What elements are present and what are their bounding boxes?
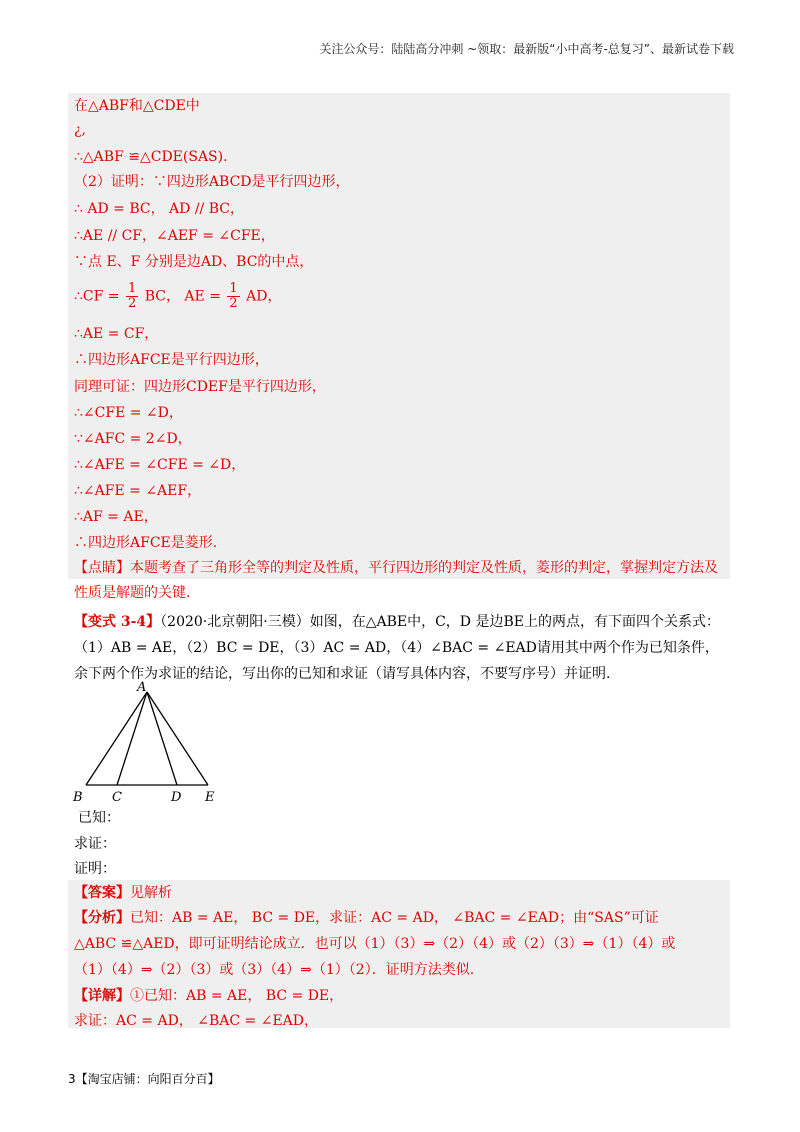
sol-line-8-a: ∴CF =	[74, 288, 120, 305]
problem-line-3: 余下两个作为求证的结论，写出你的已知和求证（请写具体内容，不要写序号）并证明.	[74, 666, 611, 682]
sol-line-9: ∴AE = CF，	[74, 326, 159, 342]
analysis-text-1: 已知：AB = AE， BC = DE，求证：AC = AD， ∠BAC = ∠EAD；由“SAS”可证	[130, 910, 659, 926]
sol-line-15: ∴∠AFE = ∠AEF，	[74, 483, 202, 499]
sol-line-2: ¿,	[74, 122, 86, 138]
problem-tag: 【变式 3-4】	[74, 614, 161, 630]
label-a: A	[137, 680, 147, 695]
comment-line-1	[74, 558, 718, 578]
sol-line-11: 同理可证：四边形CDEF是平行四边形，	[74, 379, 326, 395]
analysis-line-2: △ABC ≌△AED，即可证明结论成立．也可以（1）（3）⇒（2）（4）或（2）（3）⇒（1）（4）或	[74, 936, 676, 952]
sol-line-7: ∵点 E、F 分别是边AD、BC的中点，	[74, 254, 314, 270]
problem-line-2: （1）AB = AE，（2）BC = DE，（3）AC = AD，（4）∠BAC = ∠EAD请用其中两个作为已知条件，	[74, 640, 719, 656]
detail-text-1: ①已知：AB = AE， BC = DE，	[130, 988, 344, 1004]
detail-line-1	[74, 986, 343, 1006]
answer-text: 见解析	[130, 885, 172, 901]
known-label: 已知：	[78, 810, 120, 826]
comment-tag: 【点睛】	[74, 560, 130, 576]
analysis-line-3: （1）（4）⇒（2）（3）或（3）（4）⇒（1）（2）．证明方法类似.	[74, 962, 475, 978]
sol-line-6: ∴AE // CF，∠AEF = ∠CFE，	[74, 228, 275, 244]
segment-ac	[117, 692, 147, 785]
proof-label: 证明：	[74, 861, 116, 877]
fraction-half-1: $\frac{1}{2}$	[127, 281, 137, 311]
analysis-line-1	[74, 908, 659, 928]
sol-line-16: ∴AF = AE，	[74, 509, 158, 525]
segment-ae	[147, 692, 208, 785]
label-b: B	[73, 790, 83, 804]
answer-line	[74, 883, 172, 903]
triangle-figure	[70, 680, 230, 804]
sol-line-8-c: AD，	[246, 288, 282, 305]
sol-line-8-b: BC， AE =	[144, 288, 221, 305]
detail-line-2: 求证：AC = AD， ∠BAC = ∠EAD，	[74, 1013, 318, 1029]
sol-line-1: 在△ABF和△CDE中	[74, 98, 200, 114]
page-footer: 3【淘宝店铺：向阳百分百】	[68, 1072, 220, 1086]
segment-ab	[86, 692, 147, 785]
label-e: E	[205, 790, 215, 804]
problem-line-1	[74, 612, 720, 632]
analysis-tag: 【分析】	[74, 910, 130, 926]
label-c: C	[112, 790, 122, 804]
sol-line-14: ∴∠AFE = ∠CFE = ∠D，	[74, 457, 246, 473]
detail-tag: 【详解】	[74, 988, 130, 1004]
comment-line-2: 性质是解题的关键.	[74, 585, 191, 601]
sol-line-3: ∴△ABF ≌△CDE(SAS).	[74, 149, 228, 165]
sol-line-17: ∴四边形AFCE是菱形.	[74, 535, 218, 551]
label-d: D	[171, 790, 182, 804]
comment-text-1: 本题考查了三角形全等的判定及性质，平行四边形的判定及性质，菱形的判定，掌握判定方法及	[130, 560, 718, 576]
segment-ad	[147, 692, 177, 785]
sol-line-5: ∴ AD = BC， AD // BC，	[74, 201, 244, 217]
fraction-half-2: $\frac{1}{2}$	[229, 281, 238, 311]
problem-text-1: （2020·北京朝阳·三模）如图，在△ABE中，C，D 是边BE上的两点，有下面四个关系式：	[160, 614, 720, 630]
prove-label: 求证：	[74, 836, 116, 852]
sol-line-13: ∵∠AFC = 2∠D，	[74, 431, 192, 447]
sol-line-8	[74, 282, 281, 311]
sol-line-4: （2）证明：∵四边形ABCD是平行四边形，	[74, 174, 350, 190]
page-header: 关注公众号：陆陆高分冲刺 ~领取：最新版“小中高考-总复习”、最新试卷下载	[319, 42, 734, 56]
sol-line-10: ∴四边形AFCE是平行四边形，	[74, 352, 269, 368]
answer-tag: 【答案】	[74, 885, 130, 901]
sol-line-12: ∴∠CFE = ∠D，	[74, 405, 183, 421]
